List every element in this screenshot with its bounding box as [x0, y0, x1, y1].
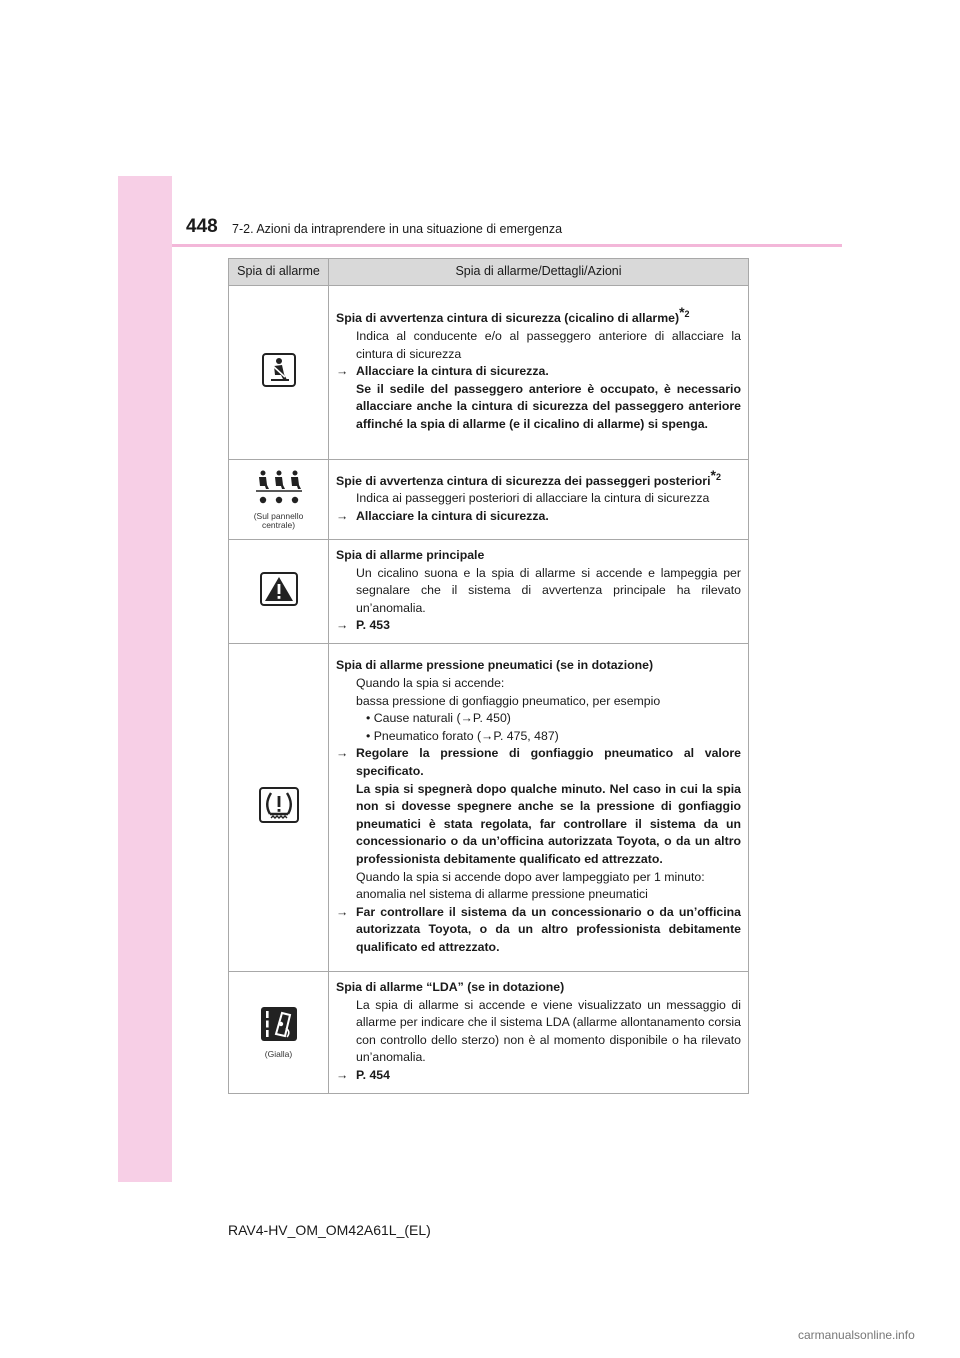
icon-cell	[229, 540, 329, 644]
arrow-right-icon: →	[336, 746, 349, 761]
row-title: Spia di avvertenza cintura di sicurezza (cicalino di allarme)$^{*2}$	[336, 304, 690, 326]
row-action: → Regolare la pressione di gonfiaggio pneumatico al valore specificato.	[336, 746, 741, 778]
tire-pressure-icon	[259, 787, 299, 829]
row-action: → Allacciare la cintura di sicurezza.	[336, 363, 741, 381]
list-item: • Pneumatico forato (→P. 475, 487)	[366, 728, 559, 743]
row-description: Quando la spia si accende dopo aver lampeggiato per 1 minuto:	[356, 869, 705, 884]
table-row-seatbelt	[229, 286, 749, 460]
row-action-detail: Se il sedile del passeggero anteriore è occupato, è necessario allacciare anche la cintura di sicurezza del passeggero anteriore affinché la spia di allarme (e il cicalino di allarme) si spenga.	[356, 381, 741, 431]
master-warning-icon	[260, 572, 298, 612]
row-description: anomalia nel sistema di allarme pressione pneumatici	[356, 887, 648, 902]
page-number: 448	[186, 216, 218, 237]
row-action: → Allacciare la cintura di sicurezza.	[336, 508, 741, 526]
chapter-sidebar	[118, 176, 172, 1182]
arrow-right-icon: →	[336, 904, 349, 919]
icon-cell	[229, 286, 329, 460]
row-description: Indica ai passeggeri posteriori di allacciare la cintura di sicurezza	[356, 491, 710, 506]
table-row-master-warning	[229, 540, 749, 644]
list-item: • Cause naturali (→P. 450)	[366, 711, 511, 726]
column-header-details: Spia di allarme/Dettagli/Azioni	[329, 259, 749, 286]
table-row-lda	[229, 971, 749, 1093]
seatbelt-warning-icon	[262, 353, 296, 393]
row-description: bassa pressione di gonfiaggio pneumatico, per esempio	[356, 693, 661, 708]
row-description: Indica al conducente e/o al passeggero anteriore di allacciare la cintura di sicurezza	[356, 329, 741, 361]
icon-cell	[229, 460, 329, 540]
arrow-right-icon: →	[336, 364, 349, 379]
row-description: Un cicalino suona e la spia di allarme si accende e lampeggia per segnalare che il sistema di avvertenza principale ha rilevato un’anomalia.	[356, 565, 741, 615]
section-title: 7-2. Azioni da intraprendere in una situazione di emergenza	[232, 222, 563, 236]
table-row-rear-seatbelt	[229, 460, 749, 540]
row-action: → P. 454	[336, 1067, 741, 1085]
row-action-detail: La spia si spegnerà dopo qualche minuto. Nel caso in cui la spia non si dovesse spegnere anche se la pressione di gonfiaggio pneumatici è stata regolata, far controllare il sistema da un concessionario o da un’officina autorizzata Toyota, o da un altro professionista debitamente qualificato ed attrezzato.	[356, 781, 741, 866]
arrow-right-icon: →	[336, 618, 349, 633]
details-cell	[329, 540, 749, 644]
details-cell	[329, 460, 749, 540]
warning-lights-table	[228, 258, 749, 1094]
icon-caption: (Sul pannello centrale)	[253, 511, 304, 531]
lda-warning-icon	[260, 1006, 298, 1048]
row-title: Spia di allarme principale	[336, 548, 485, 562]
table-row-tire-pressure	[229, 643, 749, 971]
table-header-row	[229, 259, 749, 286]
icon-cell	[229, 643, 329, 971]
column-header-light: Spia di allarme	[229, 259, 329, 286]
details-cell	[329, 643, 749, 971]
row-title: Spia di allarme “LDA” (se in dotazione)	[336, 979, 565, 994]
row-action: → P. 453	[336, 617, 741, 635]
row-description: La spia di allarme si accende e viene visualizzato un messaggio di allarme per indicare che il sistema LDA (allarme allontanamento corsia con controllo dello sterzo) non è al momento disponibile o ha rilevato un’anomalia.	[356, 997, 741, 1065]
details-cell	[329, 971, 749, 1093]
icon-cell	[229, 971, 329, 1093]
row-action: → Far controllare il sistema da un concessionario o da un’officina autorizzata Toyota, o da un altro professionista debitamente qualificato ed attrezzato.	[336, 904, 741, 954]
watermark: carmanualsonline.info	[798, 1328, 915, 1342]
arrow-right-icon: →	[336, 1067, 349, 1082]
row-title: Spia di allarme pressione pneumatici (se in dotazione)	[336, 658, 654, 673]
arrow-right-icon: →	[336, 508, 349, 523]
details-cell	[329, 286, 749, 460]
header-divider	[172, 244, 842, 247]
row-title: Spie di avvertenza cintura di sicurezza dei passeggeri posteriori$^{*2}$	[336, 466, 721, 488]
row-description: Quando la spia si accende:	[356, 676, 505, 691]
document-code: RAV4-HV_OM_OM42A61L_(EL)	[228, 1222, 431, 1238]
icon-caption: (Gialla)	[264, 1048, 293, 1059]
rear-seatbelt-icon	[254, 469, 304, 511]
